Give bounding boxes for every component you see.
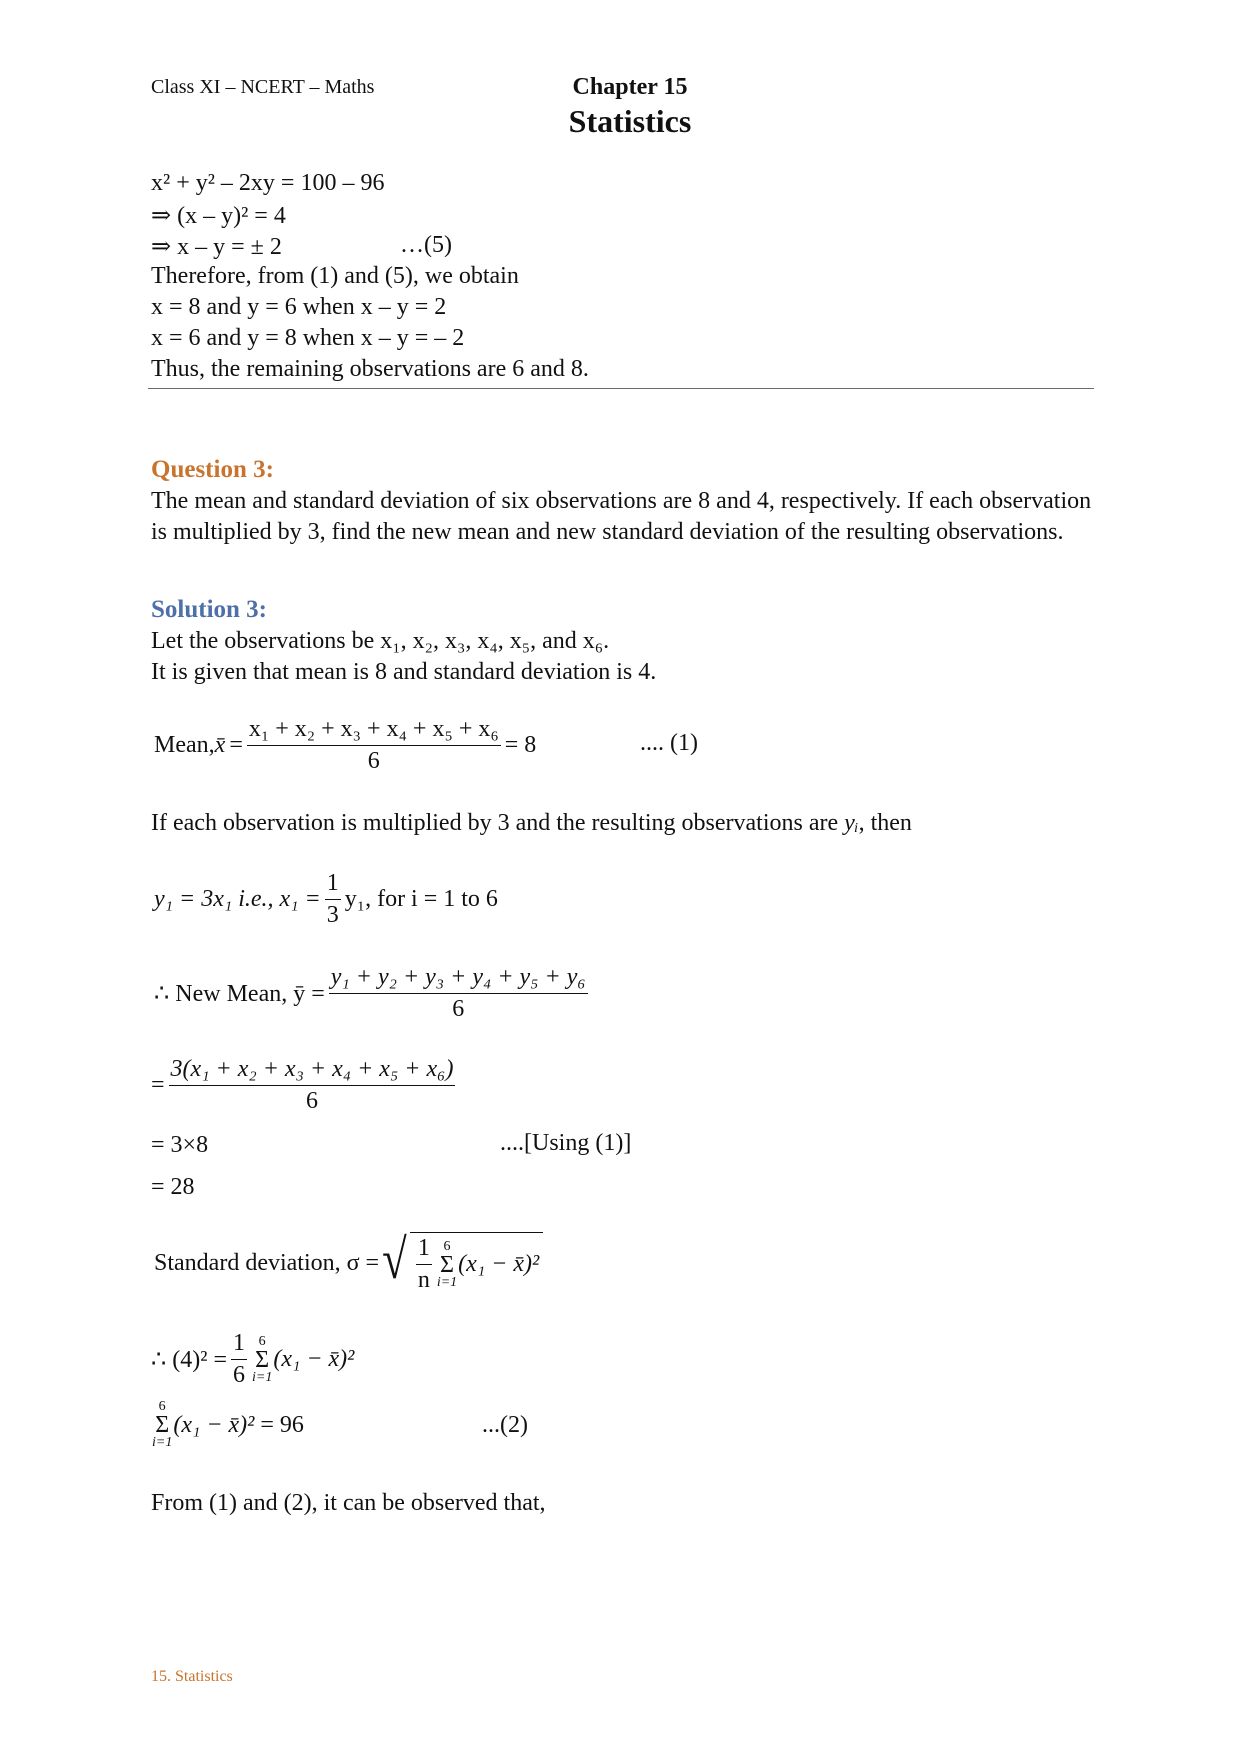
new-mean-numerator: y₁ + y₂ + y₃ + y₄ + y₅ + y₆ — [329, 964, 588, 994]
relation-fraction — [325, 870, 341, 929]
variance-lhs: ∴ (4)² = — [151, 1347, 227, 1373]
relation-denominator: 3 — [326, 902, 339, 928]
mean-equals: = — [229, 732, 243, 758]
step-equals: = — [151, 1072, 165, 1098]
question-heading: Question 3: — [151, 456, 274, 483]
variance-sigma-bottom: i=1 — [251, 1369, 273, 1385]
mean-denominator: 6 — [367, 748, 380, 774]
step-2-tag: ....[Using (1)] — [500, 1130, 632, 1156]
variance-sigma-symbol: Σ — [255, 1346, 270, 1373]
variance-term: (x₁ − x̄)² — [273, 1346, 355, 1372]
sd-sigma — [437, 1240, 457, 1290]
mean-label: Mean, — [154, 732, 215, 758]
solution-line-3 — [151, 810, 912, 837]
solution-line-2: It is given that mean is 8 and standard deviation is 4. — [151, 659, 657, 685]
step-3: = 28 — [151, 1174, 195, 1200]
mean-xbar: x̄ — [214, 732, 226, 758]
new-mean-equation — [154, 964, 592, 1023]
mean-tag: .... (1) — [640, 730, 698, 756]
variance-equation — [151, 1330, 354, 1389]
prev-line-2: ⇒ (x – y)² = 4 — [151, 203, 286, 229]
sd-sigma-bottom: i=1 — [436, 1274, 458, 1290]
variance-sigma-top: 6 — [258, 1333, 266, 1349]
relation-equation — [154, 870, 498, 929]
step-fraction-equation — [151, 1056, 459, 1115]
new-mean-denominator: 6 — [452, 996, 465, 1022]
relation-rhs: y₁, for i = 1 to 6 — [344, 886, 498, 912]
step-denominator: 6 — [306, 1088, 319, 1114]
mean-fraction — [247, 716, 501, 775]
prev-line-7: Thus, the remaining observations are 6 and 8. — [151, 356, 589, 382]
sum-sigma-symbol: Σ — [155, 1412, 170, 1438]
header-chapter — [565, 74, 695, 140]
relation-lhs: y₁ = 3x₁ i.e., x₁ = — [154, 886, 321, 912]
then-text: , then — [858, 810, 912, 836]
variance-frac-den: 6 — [232, 1362, 245, 1388]
sd-sqrt — [379, 1229, 543, 1294]
footer-label: 15. Statistics — [151, 1668, 233, 1685]
relation-numerator: 1 — [325, 870, 341, 900]
solution-line-1: Let the observations be x₁, x₂, x₃, x₄, x₅, and x₆. — [151, 628, 610, 654]
prev-line-3: ⇒ x – y = ± 2 — [151, 234, 282, 260]
sum-sigma-top: 6 — [158, 1399, 166, 1414]
new-mean-label: ∴ New Mean, ȳ = — [154, 981, 325, 1007]
sd-fraction — [416, 1235, 432, 1294]
solution-last-line: From (1) and (2), it can be observed that, — [151, 1490, 546, 1516]
sum-sigma — [152, 1400, 172, 1450]
sum-squares-equation — [151, 1400, 304, 1450]
mean-numerator: x₁ + x₂ + x₃ + x₄ + x₅ + x₆ — [247, 716, 501, 746]
sd-frac-den: n — [417, 1267, 430, 1293]
sum-rhs: = 96 — [260, 1411, 304, 1438]
sum-term: (x₁ − x̄)² — [173, 1411, 255, 1438]
chapter-title: Statistics — [568, 103, 692, 139]
multiplied-text: If each observation is multiplied by 3 and the resulting observations are — [151, 810, 845, 836]
prev-line-6: x = 6 and y = 8 when x – y = – 2 — [151, 325, 465, 351]
variance-fraction — [231, 1330, 247, 1389]
sd-equation — [154, 1229, 543, 1294]
step-fraction — [169, 1056, 456, 1115]
sum-sigma-bottom: i=1 — [152, 1435, 173, 1450]
chapter-number: Chapter 15 — [572, 74, 688, 100]
sd-term: (x₁ − x̄)² — [458, 1251, 540, 1277]
sd-frac-num: 1 — [416, 1235, 432, 1265]
step-2: = 3×8 — [151, 1132, 209, 1158]
sd-sigma-symbol: Σ — [440, 1251, 454, 1278]
prev-line-3-tag: …(5) — [400, 232, 452, 258]
solution-heading: Solution 3: — [151, 596, 268, 623]
question-text: The mean and standard deviation of six observations are 8 and 4, respectively. If each observation is multiplied by 3, find the new mean and new standard deviation of the resulting observations. — [151, 488, 1092, 545]
sqrt-radical-icon: √ — [382, 1229, 407, 1291]
section-divider — [148, 388, 1094, 389]
sd-radicand — [410, 1232, 543, 1294]
step-numerator: 3(x₁ + x₂ + x₃ + x₄ + x₅ + x₆) — [169, 1056, 456, 1086]
sd-sigma-top: 6 — [443, 1238, 451, 1254]
new-mean-fraction — [329, 964, 588, 1023]
sum-tag: ...(2) — [482, 1412, 528, 1438]
yi-symbol: yᵢ — [844, 810, 859, 836]
header-class-label: Class XI – NCERT – Maths — [151, 76, 375, 98]
prev-line-5: x = 8 and y = 6 when x – y = 2 — [151, 294, 447, 320]
variance-sigma — [252, 1335, 272, 1385]
variance-frac-num: 1 — [231, 1330, 247, 1360]
prev-line-4: Therefore, from (1) and (5), we obtain — [151, 263, 519, 289]
prev-line-1: x² + y² – 2xy = 100 – 96 — [151, 170, 385, 196]
sd-label: Standard deviation, σ = — [154, 1249, 380, 1276]
mean-equation — [154, 716, 536, 775]
mean-rhs: = 8 — [504, 732, 537, 758]
